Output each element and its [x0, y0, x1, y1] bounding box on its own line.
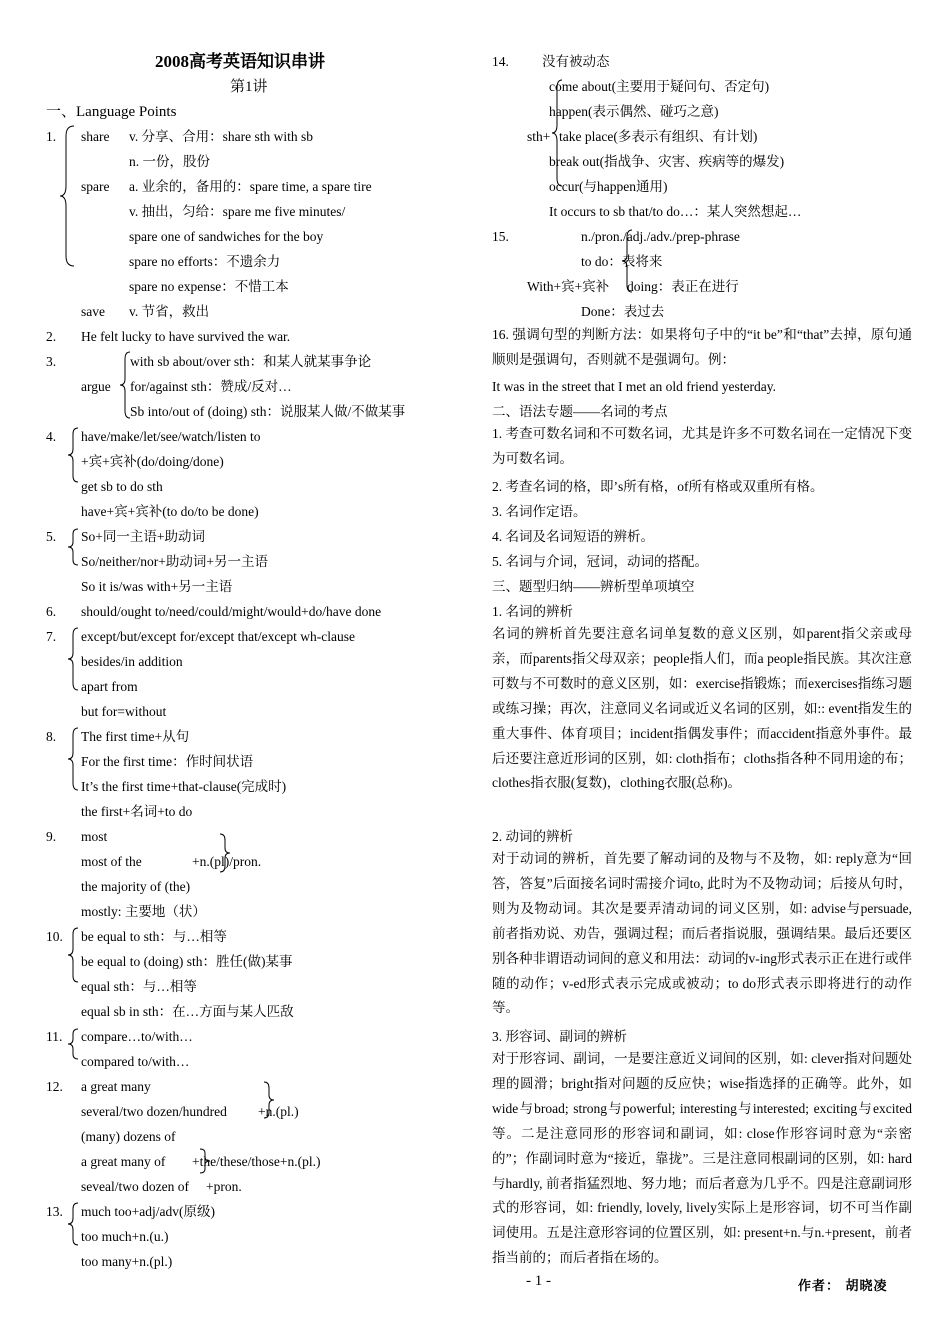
grammar-point-4: 4. 名词及名词短语的辨析。: [492, 529, 654, 544]
sth-plus: sth+: [527, 129, 551, 144]
item-9a: most: [81, 829, 108, 844]
section-heading-3: 三、题型归纳——辨析型单项填空: [492, 579, 695, 594]
item-14-r4: break out(指战争、灾害、疾病等的爆发): [549, 154, 785, 169]
argue-for: for/against sth：赞成/反对…: [130, 379, 292, 394]
spare-expense: spare no expense：不惜工本: [129, 279, 289, 294]
item-number: 2.: [46, 329, 57, 344]
right-brace-icon: [218, 832, 232, 874]
left-brace-icon: [66, 527, 80, 567]
left-brace-icon: [66, 726, 80, 792]
right-brace-icon: [198, 1147, 212, 1175]
item-6: should/ought to/need/could/might/would+do/have done: [81, 604, 382, 619]
item-15-w1: n./pron./adj./adv./prep-phrase: [581, 229, 740, 244]
item-12e-suffix: +pron.: [206, 1179, 242, 1194]
item-8c: It’s the first time+that-clause(完成时): [81, 779, 287, 794]
item-10d: equal sb in sth：在…方面与某人匹敌: [81, 1004, 294, 1019]
item-9d: mostly: 主要地（状）: [81, 904, 206, 919]
item-number: 10.: [46, 929, 63, 944]
grammar-point-3: 3. 名词作定语。: [492, 504, 587, 519]
item-number: 9.: [46, 829, 57, 844]
grammar-point-1: 1. 考查可数名词和不可数名词，尤其是许多不可数名词在一定情况下变为可数名词。: [492, 426, 912, 466]
item-12b: several/two dozen/hundred: [81, 1104, 227, 1119]
author-credit: 作者： 胡晓凌: [798, 1279, 888, 1294]
item-number: 5.: [46, 529, 57, 544]
item-number: 7.: [46, 629, 57, 644]
item-8d: the first+名词+to do: [81, 804, 193, 819]
item-11a: compare…to/with…: [81, 1029, 193, 1044]
left-brace-icon: [58, 124, 80, 269]
share-verb: v. 分享、合用：share sth with sb: [129, 129, 313, 144]
spare-verb: v. 抽出，匀给：spare me five minutes/: [129, 204, 346, 219]
left-brace-icon: [66, 626, 80, 692]
item-15-with: With+宾+宾补: [527, 279, 610, 294]
spare-adj: a. 业余的，备用的：spare time, a spare tire: [129, 179, 372, 194]
argue-with: with sb about/over sth：和某人就某事争论: [130, 354, 372, 369]
item-5a: So+同一主语+助动词: [81, 529, 205, 544]
item-4a: have/make/let/see/watch/listen to: [81, 429, 261, 444]
word-spare: spare: [81, 179, 110, 194]
item-15-w3: doing：表正在进行: [627, 279, 739, 294]
item-number: 1.: [46, 129, 57, 144]
item-number: 3.: [46, 354, 57, 369]
item-number: 14.: [492, 54, 509, 69]
grammar-point-2: 2. 考查名词的格，即’s所有格，of所有格或双重所有格。: [492, 479, 824, 494]
right-brace-icon: [262, 1080, 276, 1120]
item-5b: So/neither/nor+助动词+另一主语: [81, 554, 268, 569]
item-15-w4: Done：表过去: [581, 304, 665, 319]
topic-1-paragraph: 名词的辨析首先要注意名词单复数的意义区别，如parent指父亲或母亲，而parents指父母双亲；people指人们，而a people指民族。其次注意可数与不可数时的意义区别，如：exercise指锻炼；而exercises指练习题或练习操；再次，注意同义名词或近义名词的区别，如:: event指发生的重大事件、体育项目；incident指偶发事件；而accident指意外事件。最后还要注意近形词的区别，如: cloth指布；cloths指各种不同用途的布；clothes指衣服(复数)，clothing衣服(总称)。: [492, 626, 912, 791]
item-7d: but for=without: [81, 704, 167, 719]
item-16-example: It was in the street that I met an old friend yesterday.: [492, 379, 777, 394]
item-12d: a great many of: [81, 1154, 166, 1169]
item-14-r5: occur(与happen通用): [549, 179, 668, 194]
left-brace-icon: [66, 1201, 80, 1247]
argue-into: Sb into/out of (doing) sth：说服某人做/不做某事: [130, 404, 406, 419]
item-4d: have+宾+宾补(to do/to be done): [81, 504, 259, 519]
left-brace-icon: [66, 426, 80, 484]
item-13b: too much+n.(u.): [81, 1229, 169, 1244]
item-8b: For the first time：作时间状语: [81, 754, 254, 769]
item-13a: much too+adj/adv(原级): [81, 1204, 215, 1219]
item-9c: the majority of (the): [81, 879, 191, 894]
word-save: save: [81, 304, 105, 319]
item-16-paragraph: 16. 强调句型的判断方法：如果将句子中的“it be”和“that”去掉，原句通顺则是强调句，否则就不是强调句。例：: [492, 327, 912, 367]
document-title: 2008高考英语知识串讲: [155, 52, 325, 71]
topic-1-heading: 1. 名词的辨析: [492, 604, 573, 619]
item-number: 15.: [492, 229, 509, 244]
lecture-number: 第1讲: [230, 79, 268, 95]
topic-2-paragraph: 对于动词的辨析，首先要了解动词的及物与不及物，如: reply意为“回答，答复”后面接名词时需接介词to, 此时为不及物动词；后接从句时，则为及物动词。其次是要弄清动词的词义区别，如: advise与persuade, 前者指劝说、劝告，强调过程；而后者指说服，强调结果。最后还要区别各种非谓语动词间的意义和用法：动词的v-ing形式表示正在进行或伴随的动作；v-ed形式表示完成或被动；to do形式表示即将进行的动作等。: [492, 851, 912, 1016]
item-number: 8.: [46, 729, 57, 744]
item-7a: except/but/except for/except that/except wh-clause: [81, 629, 355, 644]
item-5c: So it is/was with+另一主语: [81, 579, 233, 594]
item-10c: equal sth：与…相等: [81, 979, 197, 994]
section-heading-2: 二、语法专题——名词的考点: [492, 404, 668, 419]
word-argue: argue: [81, 379, 111, 394]
page-number: - 1 -: [526, 1273, 551, 1289]
item-7b: besides/in addition: [81, 654, 183, 669]
item-11b: compared to/with…: [81, 1054, 190, 1069]
item-10a: be equal to sth：与…相等: [81, 929, 227, 944]
item-12e: seveal/two dozen of: [81, 1179, 189, 1194]
item-2-text: He felt lucky to have survived the war.: [81, 329, 291, 344]
spare-one: spare one of sandwiches for the boy: [129, 229, 324, 244]
item-12c: (many) dozens of: [81, 1129, 176, 1144]
item-4b: +宾+宾补(do/doing/done): [81, 454, 224, 469]
item-15-w2: to do：表将来: [581, 254, 663, 269]
item-14-r3: take place(多表示有组织、有计划): [559, 129, 758, 144]
item-number: 12.: [46, 1079, 63, 1094]
section-heading-1: 一、Language Points: [46, 104, 177, 120]
item-number: 4.: [46, 429, 57, 444]
item-14-r2: happen(表示偶然、碰巧之意): [549, 104, 719, 119]
item-number: 11.: [46, 1029, 63, 1044]
item-number: 6.: [46, 604, 57, 619]
topic-3-paragraph: 对于形容词、副词，一是要注意近义词间的区别，如: clever指对问题处理的圆滑；bright指对问题的反应快；wise指选择的正确等。此外，如wide与broad; strong与powerful; interesting与interested; exciting与excited等。二是注意同形的形容词和副词，如: close作形容词时意为“亲密的”；作副词时意为“接近，靠拢”。三是注意同根副词的区别，如: hard与hardly, 前者指猛烈地、努力地；而后者意为几乎不。四是注意副词形式的形容词，如: friendly, lovely, lively实际上是形容词，切不可当作副词使用。五是注意形容词的位置区别，如: present+n.与n.+present，前者指当前的；而后者指在场的。: [492, 1051, 912, 1266]
item-14-title: 没有被动态: [542, 54, 610, 69]
left-brace-icon: [66, 1027, 80, 1061]
item-8a: The first time+从句: [81, 729, 190, 744]
save-verb: v. 节省，救出: [129, 304, 210, 319]
item-9b-suffix: +n.(pl)/pron.: [192, 854, 262, 869]
topic-3-heading: 3. 形容词、副词的辨析: [492, 1029, 627, 1044]
item-7c: apart from: [81, 679, 138, 694]
item-4c: get sb to do sth: [81, 479, 163, 494]
item-number: 13.: [46, 1204, 63, 1219]
item-13c: too many+n.(pl.): [81, 1254, 173, 1269]
item-12d-suffix: +the/these/those+n.(pl.): [192, 1154, 321, 1169]
item-12a: a great many: [81, 1079, 151, 1094]
item-10b: be equal to (doing) sth：胜任(做)某事: [81, 954, 293, 969]
topic-2-heading: 2. 动词的辨析: [492, 829, 573, 844]
item-14-r1: come about(主要用于疑问句、否定句): [549, 79, 770, 94]
share-noun: n. 一份，股份: [129, 154, 210, 169]
word-share: share: [81, 129, 110, 144]
left-brace-icon: [66, 926, 80, 984]
item-14-r6: It occurs to sb that/to do…：某人突然想起…: [549, 204, 802, 219]
item-12b-suffix: +n.(pl.): [258, 1104, 299, 1119]
item-9b: most of the: [81, 854, 142, 869]
grammar-point-5: 5. 名词与介词，冠词，动词的搭配。: [492, 554, 708, 569]
spare-effort: spare no efforts：不遗余力: [129, 254, 281, 269]
